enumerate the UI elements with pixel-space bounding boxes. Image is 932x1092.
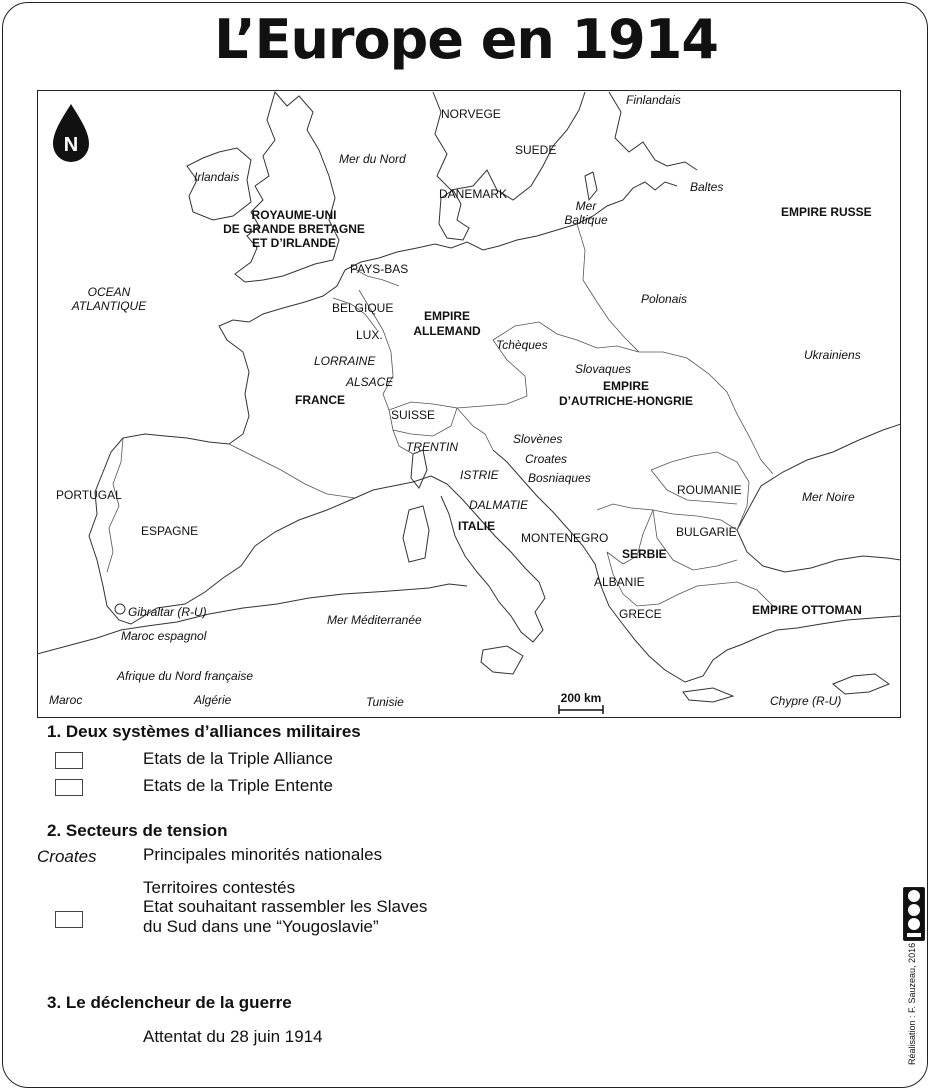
- label-empire-allemand-1: EMPIRE: [423, 309, 471, 323]
- gibraltar-marker: [115, 604, 125, 614]
- label-algerie: Algérie: [194, 693, 232, 707]
- legend-minorities: Principales minorités nationales: [143, 845, 383, 864]
- label-autriche-1: EMPIRE: [602, 379, 650, 393]
- label-maroc-espagnol: Maroc espagnol: [121, 629, 207, 643]
- label-istrie: ISTRIE: [460, 468, 499, 482]
- legend-attentat: Attentat du 28 juin 1914: [143, 1027, 323, 1046]
- label-ocean-2: ATLANTIQUE: [71, 299, 147, 313]
- scale-bar: [559, 691, 603, 714]
- label-gibraltar: Gibraltar (R-U): [128, 605, 207, 619]
- legend-triple-alliance: Etats de la Triple Alliance: [143, 749, 333, 768]
- label-chypre: Chypre (R-U): [770, 694, 842, 708]
- label-suisse: SUISSE: [391, 408, 436, 422]
- legend-section1-title: 1. Deux systèmes d’alliances militaires: [47, 722, 361, 741]
- legend-section3-title: 3. Le déclencheur de la guerre: [47, 993, 292, 1012]
- label-albanie: ALBANIE: [594, 575, 645, 589]
- label-ukrainiens: Ukrainiens: [804, 348, 861, 362]
- legend-yougoslavie-1: Etat souhaitant rassembler les Slaves: [143, 897, 428, 916]
- label-tunisie: Tunisie: [366, 695, 404, 709]
- label-roumanie: ROUMANIE: [677, 483, 742, 497]
- label-royaume-uni-1: ROYAUME-UNI: [251, 208, 337, 222]
- legend-contested: Territoires contestés: [143, 878, 296, 897]
- label-croates: Croates: [525, 452, 568, 466]
- label-slovaques: Slovaques: [575, 362, 632, 376]
- label-ocean-1: OCEAN: [87, 285, 131, 299]
- label-norvege: NORVEGE: [441, 107, 501, 121]
- label-portugal: PORTUGAL: [56, 488, 122, 502]
- creative-commons-icon: [903, 887, 925, 941]
- label-polonais: Polonais: [641, 292, 688, 306]
- label-alsace: ALSACE: [346, 375, 394, 389]
- label-mer-mediterranee: Mer Méditerranée: [327, 613, 422, 627]
- page-title: L’Europe en 1914: [214, 8, 718, 71]
- legend-triple-entente: Etats de la Triple Entente: [143, 776, 333, 795]
- label-pays-bas: PAYS-BAS: [350, 262, 409, 276]
- label-italie: ITALIE: [458, 519, 496, 533]
- label-baltes: Baltes: [690, 180, 724, 194]
- label-mer-baltique-2: Baltique: [564, 213, 608, 227]
- credit-text: Réalisation : F. Sauzeau, 2016: [907, 942, 917, 1065]
- scale-bar-label: 200 km: [560, 691, 602, 705]
- legend-yougoslavie-2: du Sud dans une “Yougoslavie”: [143, 917, 379, 936]
- label-irlandais: Irlandais: [194, 170, 240, 184]
- label-empire-allemand-2: ALLEMAND: [413, 324, 481, 338]
- label-afrique-nord: Afrique du Nord française: [117, 669, 254, 683]
- label-maroc: Maroc: [49, 693, 83, 707]
- label-grece: GRECE: [619, 607, 662, 621]
- label-lorraine: LORRAINE: [314, 354, 376, 368]
- legend-box-triple-entente: [55, 779, 83, 796]
- label-mer-noire: Mer Noire: [802, 490, 855, 504]
- label-dalmatie: DALMATIE: [469, 498, 529, 512]
- label-mer-du-nord: Mer du Nord: [339, 152, 406, 166]
- legend-section2-title: 2. Secteurs de tension: [47, 821, 228, 840]
- legend-box-yougoslavie: [55, 911, 83, 928]
- label-mer-baltique-1: Mer: [575, 199, 597, 213]
- label-danemark: DANEMARK: [439, 187, 508, 201]
- label-belgique: BELGIQUE: [332, 301, 394, 315]
- label-empire-russe: EMPIRE RUSSE: [781, 205, 872, 219]
- label-serbie: SERBIE: [622, 547, 667, 561]
- north-arrow-letter: N: [63, 134, 79, 156]
- label-empire-ottoman: EMPIRE OTTOMAN: [752, 603, 862, 617]
- label-royaume-uni-2: DE GRANDE BRETAGNE: [223, 222, 365, 236]
- label-tcheques: Tchèques: [496, 338, 548, 352]
- label-france: FRANCE: [295, 393, 345, 407]
- label-lux: LUX.: [356, 328, 383, 342]
- label-montenegro: MONTENEGRO: [521, 531, 609, 545]
- label-suede: SUEDE: [515, 143, 557, 157]
- label-espagne: ESPAGNE: [141, 524, 199, 538]
- label-bosniaques: Bosniaques: [528, 471, 591, 485]
- label-autriche-2: D’AUTRICHE-HONGRIE: [559, 394, 693, 408]
- legend-box-triple-alliance: [55, 752, 83, 769]
- label-slovenes: Slovènes: [513, 432, 563, 446]
- legend-minorities-sample: Croates: [37, 847, 97, 866]
- europe-map: [37, 90, 901, 718]
- label-trentin: TRENTIN: [406, 440, 458, 454]
- label-bulgarie: BULGARIE: [676, 525, 737, 539]
- label-finlandais: Finlandais: [626, 93, 681, 107]
- label-royaume-uni-3: ET D’IRLANDE: [252, 236, 336, 250]
